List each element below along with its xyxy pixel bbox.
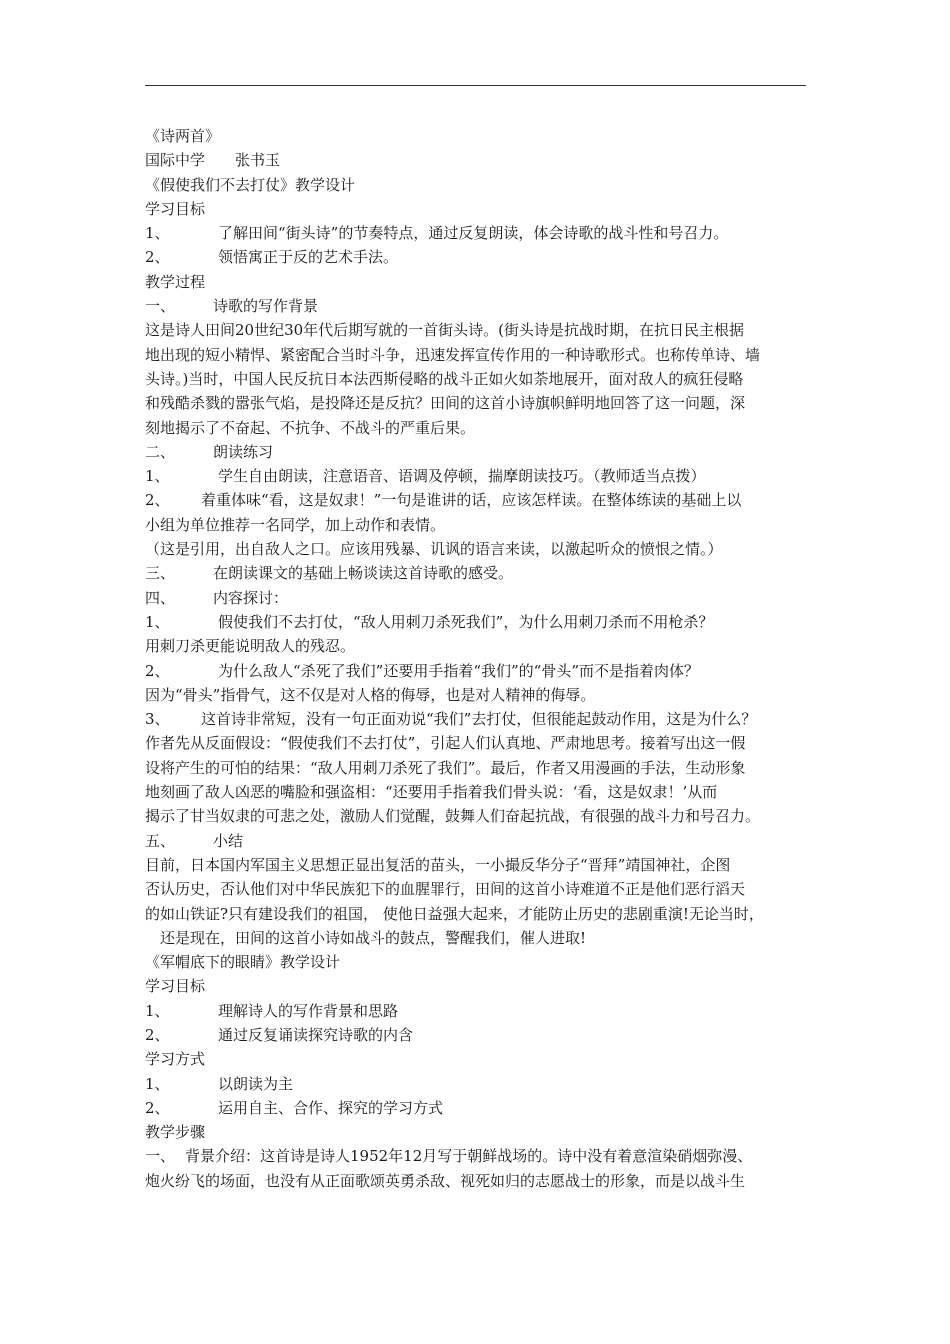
list-text: 领悟寓正于反的艺术手法。	[218, 248, 399, 267]
list-text: 这首诗非常短，没有一句正面劝说“我们”去打仗，但很能起鼓动作用，这是为什么？	[201, 710, 757, 729]
answer-line: 揭示了甘当奴隶的可悲之处，激励人们觉醒，鼓舞人们奋起抗战，有很强的战斗力和号召力。	[145, 807, 761, 826]
list-text: 假使我们不去打仗，“敌人用刺刀杀死我们”，为什么用刺刀杀而不用枪杀？	[218, 612, 714, 631]
list-text: 运用自主、合作、探究的学习方式	[218, 1098, 444, 1117]
list-text: 朗读练习	[213, 442, 274, 461]
section-heading	[145, 561, 813, 585]
list-text: 以朗读为主	[218, 1074, 294, 1093]
list-number: 四、	[145, 588, 176, 607]
paragraph-line: （这是引用，出自敌人之口。应该用残暴、讥讽的语言来读，以激起听众的愤恨之情。）	[145, 540, 723, 559]
steps-heading: 教学步骤	[145, 1123, 206, 1142]
paragraph-line: 小组为单位推荐一名同学，加上动作和表情。	[145, 515, 446, 534]
section-heading	[145, 294, 813, 318]
list-text: 着重体味“看，这是奴隶！”一句是谁讲的话，应该怎样读。在整体练读的基础上以	[201, 491, 742, 510]
list-number: 1、	[145, 612, 170, 631]
list-text: 小结	[213, 831, 244, 850]
answer-line: 用刺刀杀更能说明敌人的残忍。	[145, 637, 356, 656]
question-item	[145, 659, 813, 683]
doc-title: 《诗两首》	[145, 127, 221, 145]
answer-line: 因为“骨头”指骨气，这不仅是对人格的侮辱，也是对人精神的侮辱。	[145, 685, 596, 704]
paragraph-line: 目前，日本国内军国主义思想正显出复活的苗头，一小撮反华分子“晋拜”靖国神社，企图	[145, 855, 731, 874]
list-text: 诗歌的写作背景	[213, 297, 319, 316]
list-number: 2、	[145, 1098, 170, 1117]
list-number: 1、	[145, 224, 170, 243]
goal-item	[145, 221, 813, 245]
step-item	[145, 1144, 813, 1168]
list-number: 2、	[145, 248, 170, 267]
answer-line: 设将产生的可怕的结果：“敌人用刺刀杀死了我们”。最后，作者又用漫画的手法，生动形象	[145, 758, 746, 777]
goals-heading: 学习目标	[145, 977, 206, 996]
list-text: 通过反复诵读探究诗歌的内含	[218, 1025, 414, 1044]
list-number: 2、	[145, 491, 170, 510]
list-text: 了解田间“街头诗”的节奏特点，通过反复朗读，体会诗歌的战斗性和号召力。	[218, 224, 729, 243]
question-item	[145, 707, 813, 731]
section-title-1: 《假使我们不去打仗》教学设计	[145, 175, 356, 194]
method-item	[145, 1072, 813, 1096]
method-item	[145, 1096, 813, 1120]
section-heading	[145, 829, 813, 853]
goal-item	[145, 1023, 813, 1047]
header-rule	[145, 85, 806, 86]
goal-item	[145, 999, 813, 1023]
list-text: 理解诗人的写作背景和思路	[218, 1001, 399, 1020]
list-text: 学生自由朗读，注意语音、语调及停顿，揣摩朗读技巧。（教师适当点拨）	[218, 467, 706, 486]
section-heading	[145, 586, 813, 610]
list-number: 3、	[145, 710, 170, 729]
paragraph-line: 还是现在，田间的这首小诗如战斗的鼓点，警醒我们，催人进取!	[160, 928, 587, 947]
list-item	[145, 464, 813, 488]
doc-author: 国际中学 张书玉	[145, 151, 281, 170]
process-heading: 教学过程	[145, 272, 206, 291]
document-body	[145, 124, 813, 1193]
list-number: 一、	[145, 297, 176, 316]
goals-heading: 学习目标	[145, 199, 206, 218]
question-item	[145, 610, 813, 634]
paragraph-line: 否认历史，否认他们对中华民族犯下的血腥罪行，田间的这首小诗难道不正是他们恶行滔天	[145, 880, 746, 899]
answer-line: 作者先从反面假设：“假使我们不去打仗”，引起人们认真地、严肃地思考。接着写出这一假	[145, 734, 746, 753]
list-text: 背景介绍：这首诗是诗人1952年12月写于朝鲜战场的。诗中没有着意渲染硝烟弥漫、	[185, 1147, 753, 1166]
paragraph-line: 地出现的短小精悍、紧密配合当时斗争，迅速发挥宣传作用的一种诗歌形式。也称传单诗、墙	[145, 345, 761, 364]
section-heading	[145, 440, 813, 464]
paragraph-line: 炮火纷飞的场面，也没有从正面歌颂英勇杀敌、视死如归的志愿战士的形象，而是以战斗生	[145, 1171, 746, 1190]
list-number: 二、	[145, 442, 176, 461]
goal-item	[145, 245, 813, 269]
method-heading: 学习方式	[145, 1050, 206, 1069]
list-number: 1、	[145, 467, 170, 486]
list-text: 为什么敌人“杀死了我们”还要用手指着“我们”的“骨头”而不是指着肉体？	[218, 661, 700, 680]
list-number: 三、	[145, 564, 176, 583]
list-number: 五、	[145, 831, 176, 850]
list-text: 在朗读课文的基础上畅谈读这首诗歌的感受。	[213, 564, 514, 583]
list-item	[145, 488, 813, 512]
list-text: 内容探讨：	[213, 588, 289, 607]
list-number: 2、	[145, 661, 170, 680]
answer-line: 地刻画了敌人凶恶的嘴脸和强盗相：“还要用手指着我们骨头说：‘看，这是奴隶！’从而	[145, 783, 718, 802]
list-number: 1、	[145, 1074, 170, 1093]
paragraph-line: 这是诗人田间20世纪30年代后期写就的一首街头诗。(街头诗是抗战时期，在抗日民主根据	[145, 321, 745, 340]
section-title-2: 《军帽底下的眼睛》教学设计	[145, 953, 341, 972]
list-number: 一、	[145, 1147, 176, 1166]
list-number: 1、	[145, 1001, 170, 1020]
paragraph-line: 的如山铁证?只有建设我们的祖国， 使他日益强大起来，才能防止历史的悲剧重演!无论当时，	[145, 904, 764, 923]
paragraph-line: 头诗。)当时，中国人民反抗日本法西斯侵略的战斗正如火如荼地展开，面对敌人的疯狂侵略	[145, 369, 744, 388]
list-number: 2、	[145, 1025, 170, 1044]
paragraph-line: 和残酷杀戮的嚣张气焰，是投降还是反抗？田间的这首小诗旗帜鲜明地回答了这一问题，深	[145, 394, 746, 413]
paragraph-line: 刻地揭示了不奋起、不抗争、不战斗的严重后果。	[145, 418, 476, 437]
